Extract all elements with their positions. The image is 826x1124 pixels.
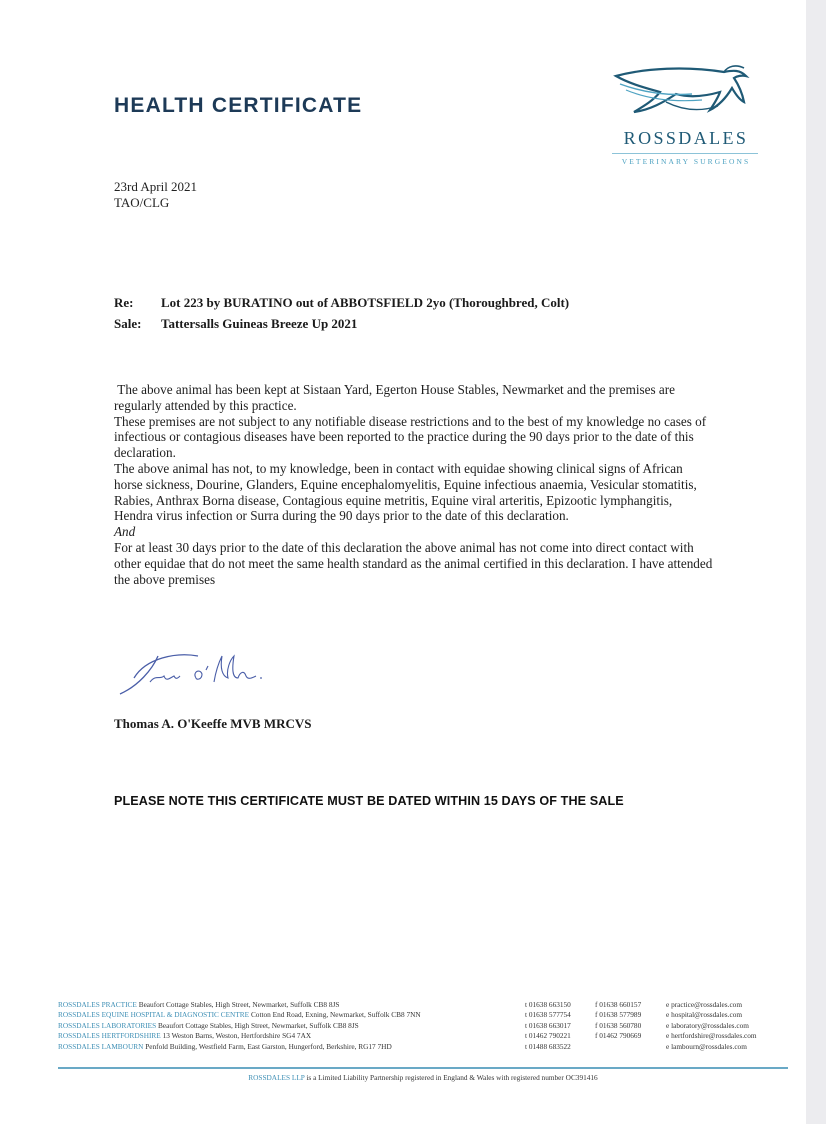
date-block [114,179,197,211]
footer-contacts [58,1000,788,1052]
sale-text: Tattersalls Guineas Breeze Up 2021 [161,316,358,331]
footer-fax: f 01638 577989 [595,1010,642,1020]
footer-email: e hospital@rossdales.com [666,1010,743,1020]
footer-row [58,1042,788,1052]
footer-row [58,1031,788,1041]
footer-phone: t 01638 663017 [525,1020,571,1030]
declaration-and: And [114,524,136,540]
footer-site-name: ROSSDALES HERTFORDSHIRE [58,1031,161,1041]
llp-text: is a Limited Liability Partnership registered in England & Wales with registered number OC391416 [306,1073,598,1082]
certificate-title: HEALTH CERTIFICATE [114,94,363,117]
llp-name: ROSSDALES LLP [248,1073,305,1082]
signature [116,648,266,698]
footer-phone: t 01488 683522 [525,1041,571,1051]
declaration-paragraph: The above animal has not, to my knowledge, been in contact with equidae showing clinical signs of African horse sickness, Dourine, Glanders, Equine encephalomyelitis, Equine infectious anaemia, Vesicular stomatitis, Rabies, Anthrax Borna disease, Contagious equine metritis, Equine viral arteritis, Epizootic lymphangitis, Hendra virus infection or Surra during the 90 days prior to the date of this declaration. [114,460,697,524]
re-text: Lot 223 by BURATINO out of ABBOTSFIELD 2yo (Thoroughbred, Colt) [161,295,570,310]
footer-address: Penfold Building, Westfield Farm, East Garston, Hungerford, Berkshire, RG17 7HD [145,1041,392,1051]
footer-address: Beaufort Cottage Stables, High Street, Newmarket, Suffolk CB8 8JS [158,1020,359,1030]
sale-date-notice: PLEASE NOTE THIS CERTIFICATE MUST BE DATED WITHIN 15 DAYS OF THE SALE [114,794,624,808]
rossdales-logo [606,62,766,174]
footer-email: e practice@rossdales.com [666,1000,743,1009]
footer-fax: f 01638 560780 [595,1020,642,1030]
footer-address: Cotton End Road, Exning, Newmarket, Suffolk CB8 7NN [250,1010,421,1020]
footer-fax: f 01638 660157 [595,1000,642,1009]
logo-subtitle: VETERINARY SURGEONS [621,157,751,166]
footer-row [58,1021,788,1031]
footer-site-name: ROSSDALES PRACTICE [58,1000,137,1009]
llp-registration [58,1073,788,1082]
certificate-reference: TAO/CLG [114,195,170,210]
footer-divider [58,1067,788,1069]
sale-label: Sale: [114,316,142,331]
re-label: Re: [114,295,134,310]
footer-email: e laboratory@rossdales.com [666,1020,749,1030]
footer-site-name: ROSSDALES LABORATORIES [58,1020,157,1030]
footer-phone: t 01462 790221 [525,1031,571,1041]
horse-logo-icon [606,62,766,124]
footer-email: e lambourn@rossdales.com [666,1041,747,1051]
declaration-body [114,382,714,587]
footer-row [58,1010,788,1020]
subject-block [114,292,569,334]
logo-name: ROSSDALES [623,128,749,148]
footer-phone: t 01638 663150 [525,1000,571,1009]
footer-site-name: ROSSDALES EQUINE HOSPITAL & DIAGNOSTIC CENTRE [58,1010,250,1020]
declaration-paragraph: The above animal has been kept at Sistaan Yard, Egerton House Stables, Newmarket and the premises are regularly attended by this practice. [114,382,679,413]
footer-address: 13 Weston Barns, Weston, Hertfordshire SG4 7AX [162,1031,312,1041]
declaration-paragraph: These premises are not subject to any notifiable disease restrictions and to the best of my knowledge no cases of infectious or contagious diseases have been reported to the practice during the 90 days prior to the date of this declaration. [114,413,707,461]
viewer-edge [806,0,826,1124]
declaration-paragraph: For at least 30 days prior to the date of this declaration the above animal has not come into direct contact with other equidae that do not meet the same health standard as the animal certified in this declaration. I have attended the above premises [114,539,713,587]
footer-address: Beaufort Cottage Stables, High Street, Newmarket, Suffolk CB8 8JS [138,1000,340,1009]
footer-phone: t 01638 577754 [525,1010,571,1020]
footer-site-name: ROSSDALES LAMBOURN [58,1041,144,1051]
signer-name: Thomas A. O'Keeffe MVB MRCVS [114,716,312,731]
footer-row [58,1000,788,1010]
footer-email: e hertfordshire@rossdales.com [666,1031,757,1041]
footer-fax: f 01462 790669 [595,1031,642,1041]
certificate-date: 23rd April 2021 [114,179,198,194]
logo-divider [612,153,758,154]
